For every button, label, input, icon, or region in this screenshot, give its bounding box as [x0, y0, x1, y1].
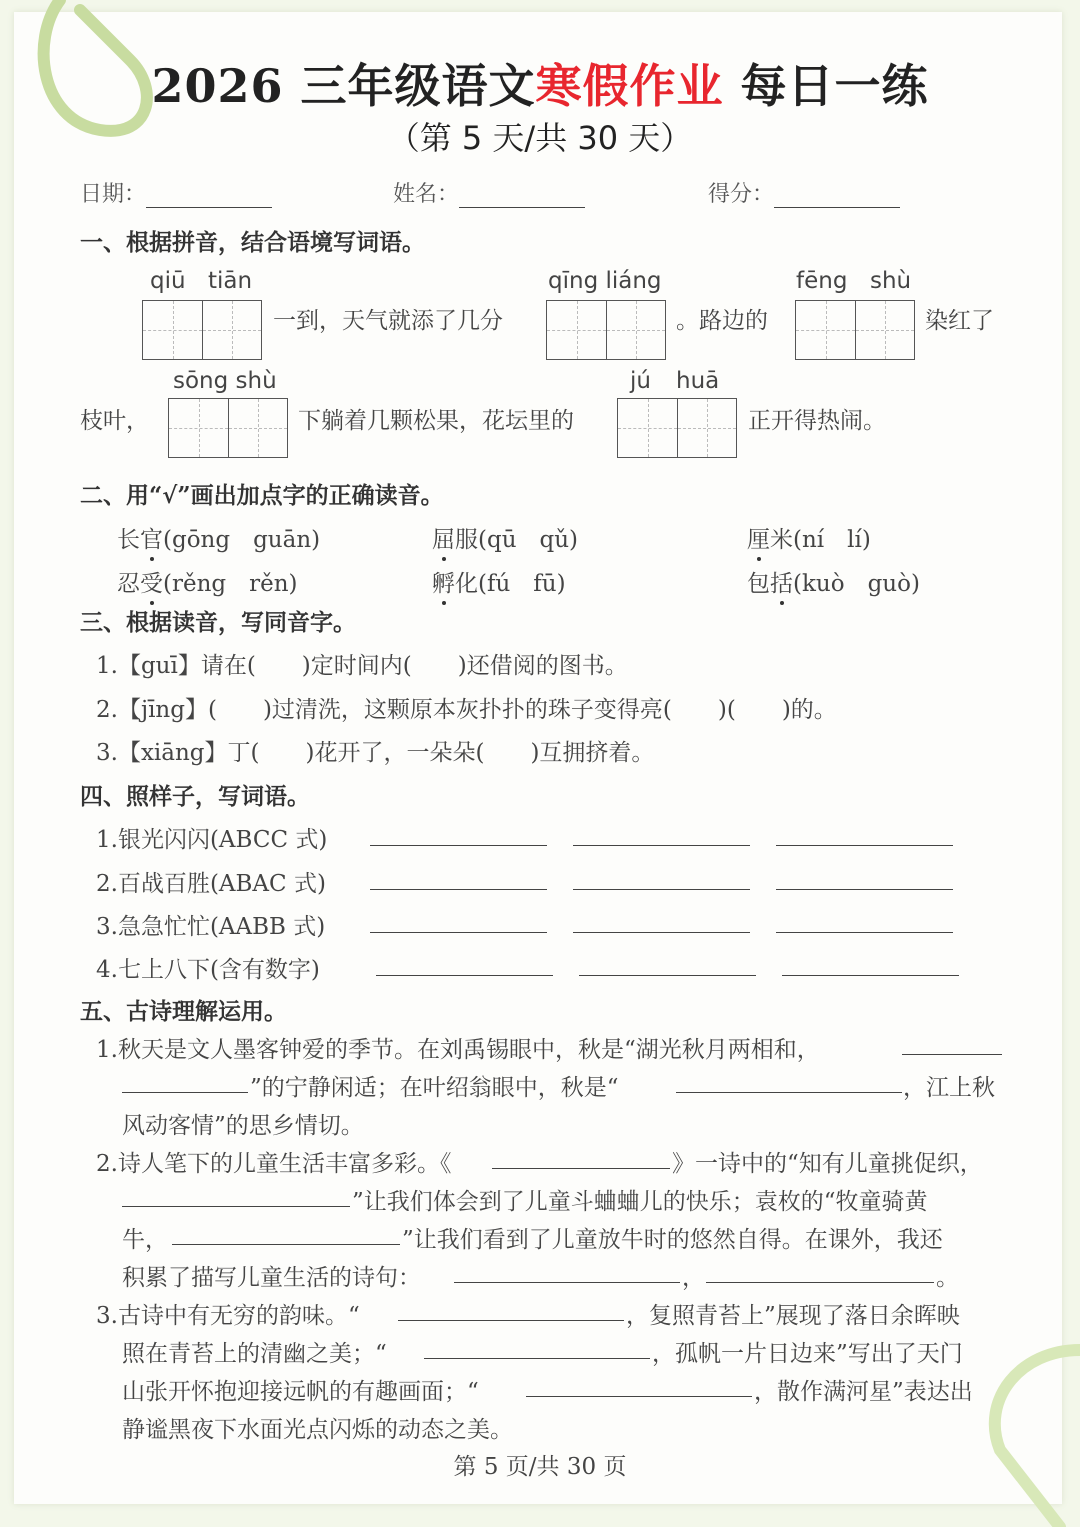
writing-grid[interactable]: [795, 300, 915, 360]
answer-line[interactable]: [122, 1206, 350, 1207]
answer-line[interactable]: [370, 932, 547, 933]
poem-question-text: 静谧黑夜下水面光点闪烁的动态之美。: [122, 1417, 513, 1443]
pinyin: tiān: [208, 268, 253, 294]
answer-line[interactable]: [579, 975, 756, 976]
pinyin: qiū: [150, 268, 186, 294]
pinyin: huā: [676, 368, 720, 394]
answer-line[interactable]: [172, 1244, 400, 1245]
poem-question-text: ，散作满河星”表达出: [754, 1379, 973, 1405]
poem-question-text: 照在青苔上的清幽之美；“: [122, 1341, 387, 1367]
name-field[interactable]: 姓名：: [393, 177, 585, 208]
section-3-heading: 三、根据读音，写同音字。: [80, 609, 356, 636]
homophone-question[interactable]: 3.【xiāng】丁( )花开了，一朵朵( )互拥挤着。: [96, 740, 655, 766]
answer-line[interactable]: [573, 845, 750, 846]
answer-line[interactable]: [424, 1358, 650, 1359]
poem-question-text: ”让我们看到了儿童放牛时的悠然自得。在课外，我还: [402, 1227, 943, 1253]
answer-line[interactable]: [376, 975, 553, 976]
sentence-text: 正开得热闹。: [748, 408, 886, 434]
answer-line[interactable]: [370, 889, 547, 890]
sentence-text: 染红了: [925, 308, 994, 334]
poem-question-text: ，复照青苔上”展现了落日余晖映: [626, 1303, 960, 1329]
homophone-question[interactable]: 1.【guī】请在( )定时间内( )还借阅的图书。: [96, 653, 628, 679]
answer-line[interactable]: [776, 932, 953, 933]
answer-line[interactable]: [454, 1282, 680, 1283]
answer-line[interactable]: [573, 932, 750, 933]
pinyin: jú: [630, 368, 651, 394]
reading-option[interactable]: 包括(kuò guò): [747, 565, 920, 598]
poem-question-text: 》一诗中的“知有儿童挑促织，: [672, 1151, 983, 1177]
answer-line[interactable]: [370, 845, 547, 846]
poem-question-text: ，江上秋: [903, 1075, 995, 1101]
page-title: 2026 三年级语文寒假作业 每日一练: [151, 59, 929, 113]
pattern-label: 3.急急忙忙(AABB 式): [96, 914, 326, 940]
date-field[interactable]: 日期：: [80, 177, 272, 208]
section-2-heading: 二、用“√”画出加点字的正确读音。: [80, 482, 444, 509]
answer-line[interactable]: [492, 1168, 670, 1169]
page-subtitle: （第 5 天/共 30 天）: [387, 119, 693, 157]
sentence-text: 下躺着几颗松果，花坛里的: [298, 408, 574, 434]
poem-question-text: 3.古诗中有无穷的韵味。“: [96, 1303, 360, 1329]
poem-question-text: 牛，: [122, 1227, 168, 1253]
poem-question-text: 山张开怀抱迎接远帆的有趣画面；“: [122, 1379, 479, 1405]
punctuation: 。: [936, 1265, 959, 1291]
pinyin: sōng shù: [173, 368, 277, 394]
section-1-heading: 一、根据拼音，结合语境写词语。: [80, 229, 425, 256]
pinyin: fēng: [796, 268, 848, 294]
sentence-text: 。路边的: [676, 308, 768, 334]
pinyin: qīng liáng: [548, 268, 662, 294]
answer-line[interactable]: [573, 889, 750, 890]
poem-question-text: ，孤帆一片日边来”写出了天门: [652, 1341, 963, 1367]
pattern-label: 4.七上八下(含有数字): [96, 957, 320, 983]
answer-line[interactable]: [122, 1092, 248, 1093]
writing-grid[interactable]: [617, 398, 737, 458]
sentence-text: 一到，天气就添了几分: [273, 308, 503, 334]
section-5-heading: 五、古诗理解运用。: [80, 998, 287, 1025]
reading-option[interactable]: 孵化(fú fū): [432, 565, 566, 598]
poem-question-text: 风动客情”的思乡情切。: [122, 1113, 364, 1139]
page-footer: 第 5 页/共 30 页: [453, 1454, 627, 1480]
answer-line[interactable]: [902, 1054, 1002, 1055]
answer-line[interactable]: [776, 845, 953, 846]
reading-option[interactable]: 屈服(qū qǔ): [432, 521, 578, 554]
answer-line[interactable]: [706, 1282, 934, 1283]
punctuation: ，: [682, 1265, 705, 1291]
writing-grid[interactable]: [142, 300, 262, 360]
pattern-label: 1.银光闪闪(ABCC 式): [96, 827, 328, 853]
answer-line[interactable]: [526, 1396, 752, 1397]
answer-line[interactable]: [776, 889, 953, 890]
sentence-text: 枝叶，: [80, 408, 149, 434]
poem-question-text: 1.秋天是文人墨客钟爱的季节。在刘禹锡眼中，秋是“湖光秋月两相和，: [96, 1037, 820, 1063]
score-field[interactable]: 得分：: [708, 177, 900, 208]
answer-line[interactable]: [398, 1320, 624, 1321]
poem-question-text: 积累了描写儿童生活的诗句：: [122, 1265, 421, 1291]
reading-option[interactable]: 厘米(ní lí): [747, 521, 871, 554]
writing-grid[interactable]: [546, 300, 666, 360]
reading-option[interactable]: 长官(gōng guān): [117, 521, 320, 554]
pinyin: shù: [870, 268, 912, 294]
poem-question-text: ”让我们体会到了儿童斗蛐蛐儿的快乐；袁枚的“牧童骑黄: [352, 1189, 928, 1215]
poem-question-text: ”的宁静闲适；在叶绍翁眼中，秋是“: [250, 1075, 619, 1101]
answer-line[interactable]: [676, 1092, 902, 1093]
answer-line[interactable]: [782, 975, 959, 976]
pattern-label: 2.百战百胜(ABAC 式): [96, 871, 326, 897]
homophone-question[interactable]: 2.【jīng】( )过清洗，这颗原本灰扑扑的珠子变得亮( )( )的。: [96, 697, 837, 723]
writing-grid[interactable]: [168, 398, 288, 458]
section-4-heading: 四、照样子，写词语。: [80, 783, 310, 810]
poem-question-text: 2.诗人笔下的儿童生活丰富多彩。《: [96, 1151, 452, 1177]
reading-option[interactable]: 忍受(rěng rěn): [117, 565, 298, 598]
